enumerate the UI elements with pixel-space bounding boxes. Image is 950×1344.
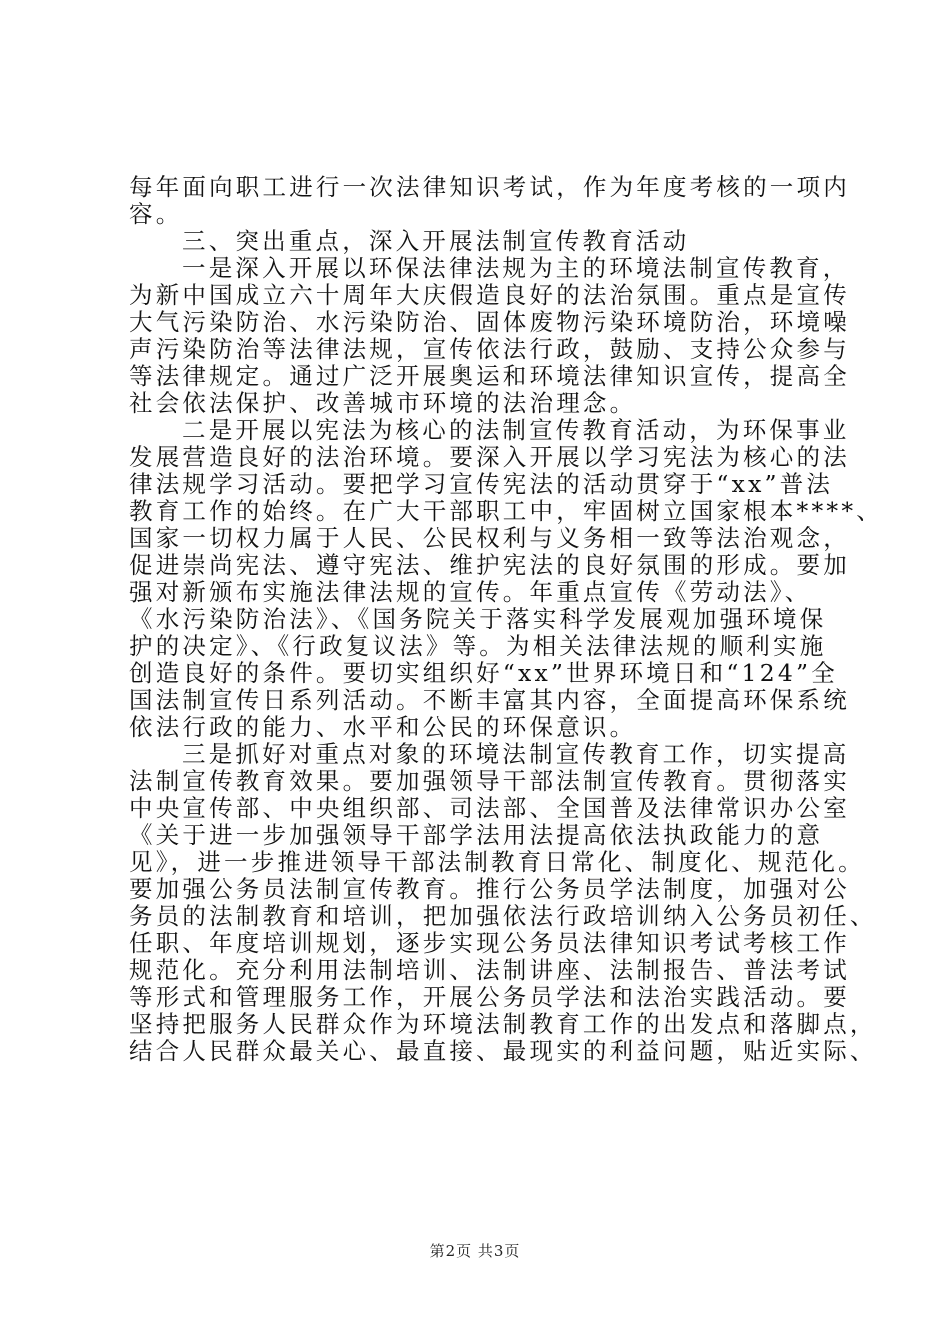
- text-line: 要加强公务员法制宣传教育。推行公务员学法制度，加强对公: [129, 875, 850, 903]
- text-line: 创造良好的条件。要切实组织好“xx”世界环境日和“124”全: [129, 659, 838, 687]
- text-line: 规范化。充分利用法制培训、法制讲座、法制报告、普法考试: [129, 956, 850, 984]
- text-line: 国法制宣传日系列活动。不断丰富其内容，全面提高环保系统: [129, 686, 850, 714]
- text-line: 大气污染防治、水污染防治、固体废物污染环境防治，环境噪: [129, 308, 850, 336]
- text-line: 《关于进一步加强领导干部学法用法提高依法执政能力的意: [129, 821, 824, 849]
- text-line: 教育工作的始终。在广大干部职工中，牢固树立国家根本****、: [129, 497, 883, 525]
- text-line: 国家一切权力属于人民、公民权利与义务相一致等法治观念，: [129, 524, 850, 552]
- text-line: 每年面向职工进行一次法律知识考试，作为年度考核的一项内: [129, 173, 850, 201]
- document-body: [129, 173, 883, 1065]
- text-line: 为新中国成立六十周年大庆假造良好的法治氛围。重点是宣传: [129, 281, 850, 309]
- text-line: 社会依法保护、改善城市环境的法治理念。: [129, 389, 637, 417]
- text-line: 护的决定》、《行政复议法》等。为相关法律法规的顺利实施: [129, 632, 827, 660]
- text-line: 等法律规定。通过广泛开展奥运和环境法律知识宣传，提高全: [129, 362, 850, 390]
- text-line: 依法行政的能力、水平和公民的环保意识。: [129, 713, 637, 741]
- text-line: 《水污染防治法》、《国务院关于落实科学发展观加强环境保: [129, 605, 827, 633]
- text-line: 促进崇尚宪法、遵守宪法、维护宪法的良好氛围的形成。要加: [129, 551, 850, 579]
- text-line: 见》，进一步推进领导干部法制教育日常化、制度化、规范化。: [129, 848, 865, 876]
- page-number-indicator: 第2页 共3页: [429, 1242, 521, 1260]
- text-line: 一是深入开展以环保法律法规为主的环境法制宣传教育，: [182, 254, 850, 282]
- text-line: 等形式和管理服务工作，开展公务员学法和法治实践活动。要: [129, 983, 850, 1011]
- text-line: 三是抓好对重点对象的环境法制宣传教育工作，切实提高: [182, 740, 850, 768]
- text-line: 声污染防治等法律法规，宣传依法行政，鼓励、支持公众参与: [129, 335, 850, 363]
- text-line: 律法规学习活动。要把学习宣传宪法的活动贯穿于“xx”普法: [129, 470, 834, 498]
- text-line: 中央宣传部、中央组织部、司法部、全国普及法律常识办公室: [129, 794, 850, 822]
- text-line: 任职、年度培训规划，逐步实现公务员法律知识考试考核工作: [129, 929, 850, 957]
- text-line: 法制宣传教育效果。要加强领导干部法制宣传教育。贯彻落实: [129, 767, 850, 795]
- text-line: 坚持把服务人民群众作为环境法制教育工作的出发点和落脚点，: [129, 1010, 877, 1038]
- text-line: 容。: [129, 200, 183, 228]
- text-line: 结合人民群众最关心、最直接、最现实的利益问题，贴近实际、: [129, 1037, 877, 1065]
- text-line: 发展营造良好的法治环境。要深入开展以学习宪法为核心的法: [129, 443, 850, 471]
- page-footer: [0, 1240, 950, 1261]
- text-line: 二是开展以宪法为核心的法制宣传教育活动，为环保事业: [182, 416, 850, 444]
- text-line: 三、突出重点，深入开展法制宣传教育活动: [182, 227, 690, 255]
- text-line: 强对新颁布实施法律法规的宣传。年重点宣传《劳动法》、: [129, 578, 812, 606]
- text-line: 务员的法制教育和培训，把加强依法行政培训纳入公务员初任、: [129, 902, 877, 930]
